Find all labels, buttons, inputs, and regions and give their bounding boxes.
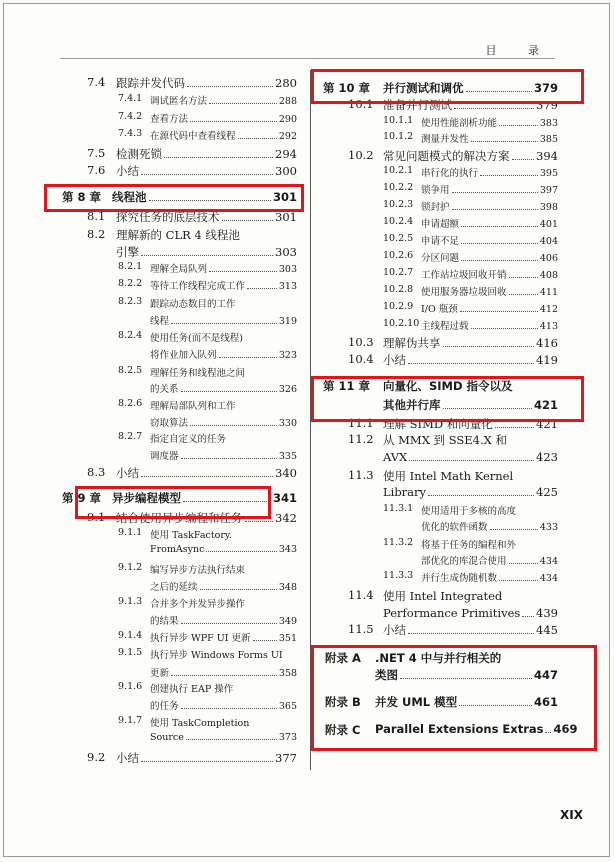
entry-page: 421: [533, 398, 558, 412]
entry-title: 结合使用异步编程和任务: [116, 511, 243, 525]
entry-title: Performance Primitives: [383, 606, 521, 620]
entry-number: 10.1.1: [383, 115, 414, 126]
entry-page: 351: [278, 633, 297, 644]
entry-title: 理解任务和线程池之间: [150, 368, 246, 379]
entry-page: 434: [539, 573, 558, 584]
entry-number: 9.1: [87, 510, 106, 524]
entry-number: 9.1.3: [118, 596, 143, 607]
dot-leader: [471, 141, 538, 142]
entry-page: 342: [275, 511, 297, 525]
entry-title: 测量并发性: [421, 134, 469, 145]
entry-number: 11.3.1: [383, 503, 414, 514]
entry-title: 小结: [383, 353, 406, 367]
entry-title: 工作站垃圾回收开销: [421, 270, 507, 281]
toc-entry: [383, 131, 558, 145]
entry-title: 申请不足: [421, 236, 460, 247]
dot-leader: [471, 328, 538, 329]
highlight-box-chapter-10: [311, 69, 584, 104]
entry-title: 的关系: [150, 384, 179, 395]
entry-number: 10.2.9: [383, 301, 414, 312]
dot-leader: [408, 363, 534, 364]
entry-number: 附录 B: [325, 695, 361, 709]
entry-title: I/O 瓶颈: [421, 304, 458, 315]
entry-title: 异步编程模型: [112, 491, 181, 505]
entry-page: 425: [536, 485, 558, 499]
highlight-box-chapter-8: [44, 184, 304, 212]
entry-title: 理解全局队列: [150, 264, 208, 275]
entry-page: 408: [539, 270, 558, 281]
entry-number: 11.5: [348, 622, 374, 636]
entry-title: 探究任务的底层技术: [116, 210, 220, 224]
entry-number: 附录 A: [325, 651, 361, 665]
entry-number: 9.1.1: [118, 527, 143, 538]
entry-title: 使用 TaskFactory.: [150, 530, 233, 541]
entry-page: 445: [536, 623, 558, 637]
entry-title: 使用任务(而不是线程): [150, 333, 243, 344]
toc-entry: [348, 622, 558, 638]
toc-entry: [383, 182, 558, 196]
toc-entry: [383, 165, 558, 179]
entry-number: 10.2.6: [383, 250, 414, 261]
entry-page: 341: [272, 491, 297, 505]
entry-page: 301: [275, 210, 297, 224]
entry-page: 280: [275, 76, 297, 90]
entry-number: 10.2.10: [383, 318, 420, 329]
entry-title: 调试匿名方法: [150, 96, 208, 107]
entry-number: 7.5: [87, 146, 106, 160]
entry-title: 更新: [150, 668, 170, 679]
entry-title: 检测死锁: [116, 147, 162, 161]
entry-title: 向量化、SIMD 指令以及: [383, 379, 513, 393]
entry-number: 10.4: [348, 352, 374, 366]
entry-title: 理解 SIMD 和向量化: [383, 417, 493, 431]
dot-leader: [490, 529, 538, 530]
entry-number: 附录 C: [325, 723, 361, 737]
entry-number: 10.2.3: [383, 199, 414, 210]
dot-leader: [509, 563, 538, 564]
toc-entry: [383, 284, 558, 298]
entry-number: 10.2.4: [383, 216, 414, 227]
entry-page: 301: [272, 190, 297, 204]
entry-page: 300: [275, 164, 297, 178]
entry-number: 8.2.5: [118, 365, 143, 376]
entry-title: 等待工作线程完成工作: [150, 281, 246, 292]
toc-entry: [348, 335, 558, 351]
dot-leader: [509, 277, 538, 278]
highlight-box-chapter-11: [311, 376, 584, 422]
entry-page: 290: [278, 114, 297, 125]
entry-title: 理解局部队列和工作: [150, 401, 236, 412]
entry-page: 385: [539, 134, 558, 145]
entry-title: 使用 Intel Integrated: [383, 589, 503, 603]
dot-leader: [522, 616, 534, 617]
entry-page: 461: [533, 695, 558, 709]
entry-title: 理解伪共享: [383, 336, 441, 350]
entry-number: 9.1.5: [118, 647, 143, 658]
entry-page: 469: [553, 722, 578, 736]
entry-title: 锁争用: [421, 185, 450, 196]
dot-leader: [408, 633, 534, 634]
entry-title: 线程: [150, 316, 170, 327]
toc-entry: [348, 468, 558, 484]
toc-entry: [383, 250, 558, 264]
toc-entry: [383, 267, 558, 281]
entry-number: 第 11 章: [323, 379, 371, 393]
entry-title: 使用 TaskCompletion: [150, 718, 250, 729]
entry-number: 8.2.6: [118, 398, 143, 409]
entry-title: 常见问题模式的解决方案: [383, 149, 510, 163]
entry-title: Library: [383, 485, 427, 499]
toc-entry: [383, 216, 558, 230]
entry-number: 9.1.6: [118, 681, 143, 692]
entry-title: 申请超额: [421, 219, 460, 230]
entry-number: 10.3: [348, 335, 374, 349]
entry-title: 跟踪动态数目的工作: [150, 299, 236, 310]
entry-number: 10.2.5: [383, 233, 414, 244]
entry-title: 分区问题: [421, 253, 460, 264]
dot-leader: [428, 495, 534, 496]
entry-number: 第 8 章: [62, 190, 102, 204]
entry-number: 8.1: [87, 209, 106, 223]
entry-title: 并行生成伪随机数: [421, 573, 498, 584]
entry-title: .NET 4 中与并行相关的: [375, 651, 502, 665]
dot-leader: [409, 460, 534, 461]
toc-entry: [383, 199, 558, 213]
toc-entry: [383, 233, 558, 247]
entry-page: 303: [278, 264, 297, 275]
entry-title: 锁封护: [421, 202, 450, 213]
entry-number: 10.2.1: [383, 165, 414, 176]
entry-page: 413: [539, 321, 558, 332]
entry-page: 294: [275, 147, 297, 161]
entry-title: 小结: [116, 466, 139, 480]
entry-number: 11.3.3: [383, 570, 414, 581]
entry-page: 335: [278, 451, 297, 462]
entry-title: 执行异步 WPF UI 更新: [150, 633, 251, 644]
entry-page: 447: [533, 668, 558, 682]
dot-leader: [499, 125, 538, 126]
entry-number: 7.4.1: [118, 93, 143, 104]
entry-number: 9.1.2: [118, 562, 143, 573]
entry-number: 8.3: [87, 465, 106, 479]
dot-leader: [480, 175, 538, 176]
toc-entry: [383, 606, 558, 620]
entry-page: 377: [275, 751, 297, 765]
toc-entry: [421, 519, 558, 533]
entry-title: AVX: [383, 450, 408, 464]
dot-leader: [452, 209, 538, 210]
entry-page: 349: [278, 616, 297, 627]
entry-title: 引擎: [116, 245, 139, 259]
entry-title: 窃取算法: [150, 418, 189, 429]
highlight-box-chapter-9: [75, 486, 271, 519]
entry-title: 从 MMX 到 SSE4.X 和: [383, 433, 507, 447]
entry-title: 串行化的执行: [421, 168, 479, 179]
dot-leader: [461, 260, 538, 261]
entry-title: 创建执行 EAP 操作: [150, 684, 234, 695]
toc-entry: [383, 570, 558, 584]
entry-number: 8.2.2: [118, 278, 143, 289]
entry-title: 调度器: [150, 451, 179, 462]
entry-number: 第 10 章: [323, 81, 371, 95]
entry-page: 379: [533, 81, 558, 95]
entry-title: 主线程过载: [421, 321, 469, 332]
dot-leader: [495, 427, 534, 428]
entry-title: 之后的延续: [150, 582, 198, 593]
entry-number: 10.2.7: [383, 267, 414, 278]
dot-leader: [499, 580, 538, 581]
entry-title: 理解新的 CLR 4 线程池: [116, 228, 240, 242]
entry-title: 的结果: [150, 616, 179, 627]
entry-page: 383: [539, 118, 558, 129]
dot-leader: [454, 108, 534, 109]
entry-page: 343: [278, 544, 297, 555]
entry-title: 将作业加入队列: [150, 350, 217, 361]
header-text: 目 录: [485, 44, 553, 57]
entry-page: 288: [278, 96, 297, 107]
dot-leader: [509, 294, 538, 295]
entry-page: 340: [275, 466, 297, 480]
entry-title: 指定自定义的任务: [150, 434, 227, 445]
entry-title: 编写异步方法执行结束: [150, 565, 246, 576]
entry-title: 查看方法: [150, 114, 189, 125]
entry-page: 394: [536, 149, 558, 163]
entry-title: 小结: [383, 623, 406, 637]
toc-entry: [348, 148, 558, 164]
entry-number: 10.2.8: [383, 284, 414, 295]
entry-number: 9.1.4: [118, 630, 143, 641]
entry-number: 11.4: [348, 588, 374, 602]
entry-title: 使用 Intel Math Kernel: [383, 469, 514, 483]
toc-entry: [383, 537, 558, 551]
dot-leader: [512, 159, 535, 160]
entry-title: 并行测试和调优: [383, 81, 464, 95]
entry-number: 11.3: [348, 468, 374, 482]
entry-page: 313: [278, 281, 297, 292]
dot-leader: [460, 311, 538, 312]
entry-page: 419: [536, 353, 558, 367]
entry-page: 412: [539, 304, 558, 315]
entry-number: 7.4: [87, 75, 106, 89]
page-number: XIX: [560, 808, 583, 822]
dot-leader: [452, 192, 538, 193]
entry-page: 319: [278, 316, 297, 327]
entry-title: 的任务: [150, 701, 179, 712]
dot-leader: [461, 243, 538, 244]
entry-title: 并发 UML 模型: [375, 695, 458, 709]
entry-number: 第 9 章: [62, 491, 102, 505]
entry-title: 将基于任务的编程和外: [421, 540, 517, 551]
entry-title: 优化的软件函数: [421, 522, 488, 533]
entry-page: 398: [539, 202, 558, 213]
entry-title: 在源代码中查看线程: [150, 131, 236, 142]
entry-page: 416: [536, 336, 558, 350]
toc-entry: [383, 450, 558, 464]
entry-number: 8.2.1: [118, 261, 143, 272]
toc-entry: [348, 352, 558, 368]
entry-number: 8.2.3: [118, 296, 143, 307]
entry-title: Parallel Extensions Extras: [375, 722, 544, 736]
entry-title: 线程池: [112, 190, 147, 204]
entry-page: 395: [539, 168, 558, 179]
entry-number: 11.3.2: [383, 537, 414, 548]
entry-number: 10.2: [348, 148, 374, 162]
entry-page: 358: [278, 668, 297, 679]
highlight-box-appendices: [311, 645, 597, 751]
toc-entry: [383, 318, 558, 332]
entry-title: 使用适用于多核的高度: [421, 506, 517, 517]
entry-number: 11.2: [348, 432, 374, 446]
entry-page: 330: [278, 418, 297, 429]
entry-number: 10.2.2: [383, 182, 414, 193]
entry-title: 小结: [116, 164, 139, 178]
entry-page: 434: [539, 556, 558, 567]
dot-leader: [461, 226, 538, 227]
entry-number: 9.1.7: [118, 715, 143, 726]
entry-page: 379: [536, 98, 558, 112]
entry-title: 类图: [375, 668, 398, 682]
entry-page: 326: [278, 384, 297, 395]
toc-entry: [383, 503, 558, 517]
entry-number: 8.2.7: [118, 431, 143, 442]
entry-title: 跟踪并发代码: [116, 76, 185, 90]
entry-title: 其他并行库: [383, 398, 441, 412]
entry-page: 404: [539, 236, 558, 247]
entry-number: 8.2: [87, 227, 106, 241]
entry-title: FromAsync: [150, 544, 205, 555]
entry-title: 小结: [116, 751, 139, 765]
entry-title: 执行异步 Windows Forms UI: [150, 650, 283, 661]
entry-number: 7.6: [87, 163, 106, 177]
entry-page: 292: [278, 131, 297, 142]
toc-entry: [383, 115, 558, 129]
entry-title: Source: [150, 732, 184, 743]
entry-number: 8.2.4: [118, 330, 143, 341]
entry-page: 406: [539, 253, 558, 264]
toc-entry: [383, 485, 558, 499]
entry-page: 365: [278, 701, 297, 712]
entry-title: 使用服务器垃圾回收: [421, 287, 507, 298]
entry-title: 使用性能剖析功能: [421, 118, 498, 129]
entry-page: 348: [278, 582, 297, 593]
toc-entry: [348, 588, 558, 604]
entry-page: 411: [539, 287, 558, 298]
entry-title: 合并多个并发异步操作: [150, 599, 246, 610]
entry-number: 11.1: [348, 416, 374, 430]
entry-title: 部优化的库混合使用: [421, 556, 507, 567]
entry-page: 421: [536, 417, 558, 431]
entry-page: 303: [275, 245, 297, 259]
entry-number: 10.1.2: [383, 131, 414, 142]
entry-page: 373: [278, 732, 297, 743]
entry-number: 10.1: [348, 97, 374, 111]
entry-page: 423: [536, 450, 558, 464]
entry-number: 9.2: [87, 750, 106, 764]
entry-number: 7.4.2: [118, 111, 143, 122]
entry-page: 397: [539, 185, 558, 196]
toc-entry: [421, 553, 558, 567]
entry-title: 准备并行测试: [383, 98, 452, 112]
dot-leader: [443, 346, 535, 347]
toc-entry: [348, 432, 558, 448]
entry-page: 433: [539, 522, 558, 533]
entry-page: 323: [278, 350, 297, 361]
entry-number: 7.4.3: [118, 128, 143, 139]
toc-entry: [383, 301, 558, 315]
entry-page: 401: [539, 219, 558, 230]
entry-page: 439: [536, 606, 558, 620]
